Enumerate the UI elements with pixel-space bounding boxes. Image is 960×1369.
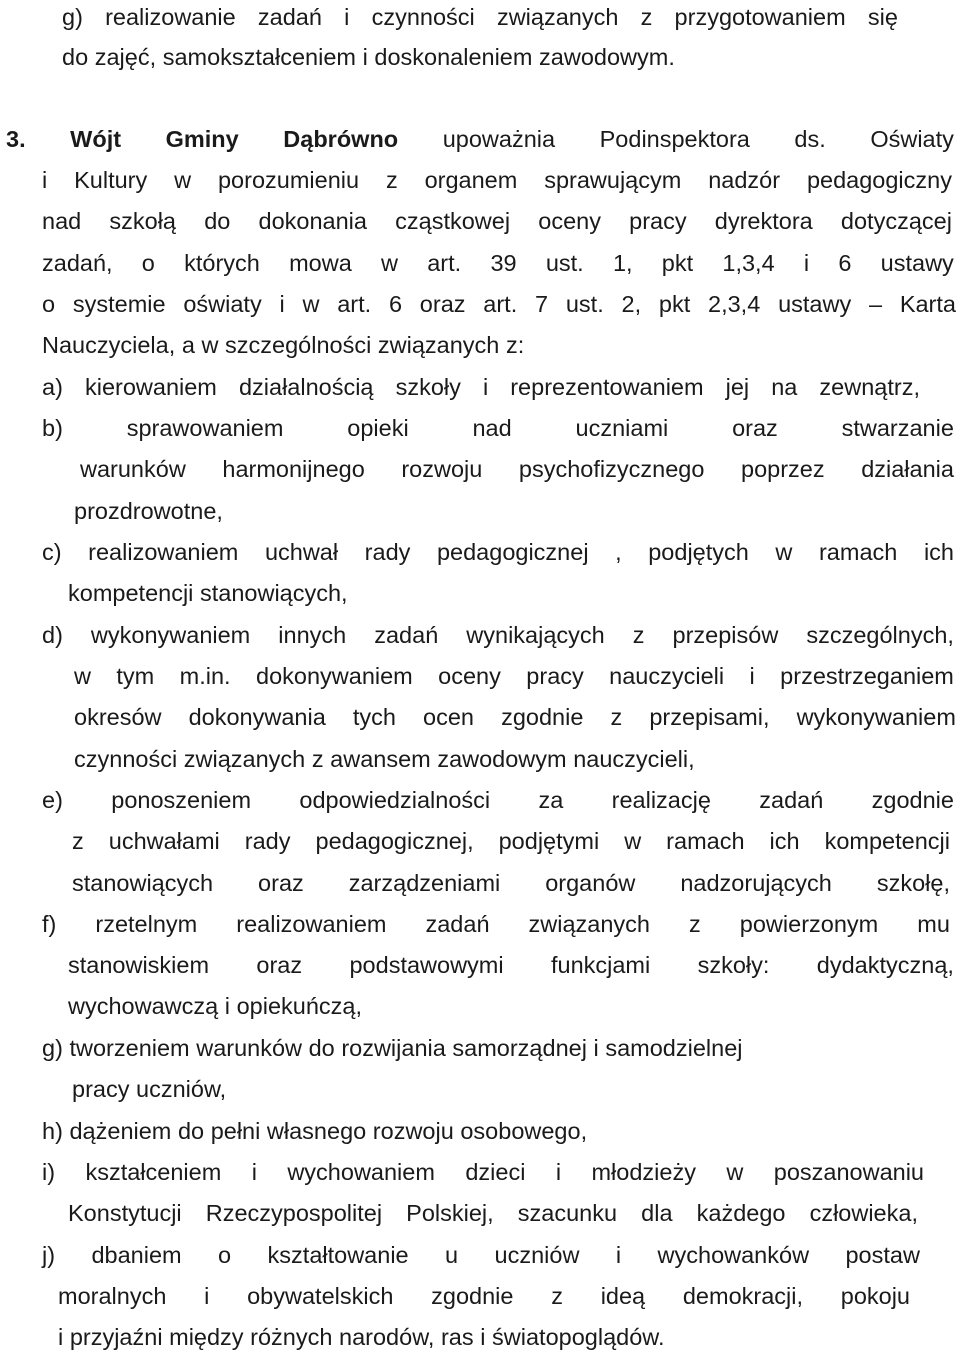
word: osobowego, — [460, 1118, 588, 1144]
word: i — [42, 167, 48, 193]
word: nad — [472, 415, 512, 441]
word: jej — [725, 374, 750, 400]
word: na — [771, 374, 798, 400]
word: przygotowaniem — [674, 4, 846, 30]
word: i — [362, 44, 368, 70]
text-line — [0, 576, 960, 610]
word: obywatelskich — [247, 1283, 394, 1309]
word: organem — [424, 167, 518, 193]
word: zawodowym. — [539, 44, 675, 70]
text-line — [0, 866, 960, 900]
word: i — [58, 1324, 64, 1350]
word: z: — [505, 332, 525, 358]
word: rzetelnym — [95, 911, 198, 937]
word: i — [482, 374, 489, 400]
word: działania — [861, 456, 954, 482]
word: tych — [352, 704, 396, 730]
word: ich — [769, 828, 800, 854]
word: 6 — [838, 250, 852, 276]
word: o — [218, 1242, 232, 1268]
word: w — [381, 250, 398, 276]
word: z — [311, 746, 324, 772]
text-line — [0, 122, 960, 156]
word: szkoły: — [697, 952, 770, 978]
word: poprzez — [741, 456, 825, 482]
word: przepisów — [672, 622, 779, 648]
word: systemie — [72, 291, 166, 317]
word: d) — [42, 622, 63, 648]
word: pracy — [526, 663, 584, 689]
text-line — [0, 1279, 960, 1313]
word: ust. — [545, 250, 584, 276]
word: dzieci — [465, 1159, 526, 1185]
word: awansem — [330, 746, 431, 772]
word: okresów — [74, 704, 162, 730]
word: ramach — [666, 828, 745, 854]
word: stanowiących — [72, 870, 214, 896]
word: oświaty — [183, 291, 262, 317]
text-line — [0, 163, 960, 197]
word: ramach — [818, 539, 898, 565]
word: każdego — [696, 1200, 786, 1226]
word: związanych — [377, 332, 500, 358]
word: moralnych — [58, 1283, 167, 1309]
word: dyrektora — [714, 208, 813, 234]
word: młodzieży — [591, 1159, 696, 1185]
word: upoważnia — [442, 126, 556, 152]
text-line — [0, 1320, 960, 1354]
word: uczniów, — [136, 1076, 227, 1102]
word: przepisami, — [649, 704, 770, 730]
word: zadań — [425, 911, 490, 937]
word: zgodnie — [501, 704, 584, 730]
text-line — [0, 452, 960, 486]
word: 39 — [490, 250, 517, 276]
word: Nauczyciela, — [42, 332, 176, 358]
word: warunków — [196, 1035, 303, 1061]
word: kształceniem — [85, 1159, 222, 1185]
word: nadzór — [708, 167, 781, 193]
word: się — [867, 4, 898, 30]
word: tym — [116, 663, 155, 689]
text-line — [0, 328, 960, 362]
word: cząstkowej — [395, 208, 511, 234]
word: prozdrowotne, — [74, 498, 223, 524]
word: działalnością — [238, 374, 374, 400]
word: uchwałami — [108, 828, 220, 854]
word: podjętych — [648, 539, 749, 565]
word: i — [224, 993, 231, 1019]
word: narodów, — [339, 1324, 435, 1350]
word: czynności — [371, 4, 475, 30]
text-line — [0, 742, 960, 776]
text-line — [0, 246, 960, 280]
word: powierzonym — [739, 911, 879, 937]
text-line — [0, 1155, 960, 1189]
word: samodzielnej — [605, 1035, 743, 1061]
word: przyjaźni — [69, 1324, 163, 1350]
word: Dąbrówno — [283, 126, 399, 152]
word: porozumieniu — [217, 167, 360, 193]
text-line — [0, 824, 960, 858]
word: samorządnej — [452, 1035, 587, 1061]
word: a — [181, 332, 195, 358]
word: rozwoju — [372, 1118, 454, 1144]
word: z — [640, 4, 653, 30]
word: zadań — [759, 787, 824, 813]
text-line — [0, 204, 960, 238]
word: kształtowanie — [267, 1242, 409, 1268]
word: g) — [62, 4, 83, 30]
word: Gminy — [165, 126, 239, 152]
word: których — [184, 250, 260, 276]
word: samokształceniem — [162, 44, 356, 70]
word: o — [42, 291, 56, 317]
word: zgodnie — [431, 1283, 514, 1309]
word: światopoglądów. — [492, 1324, 665, 1350]
word: odpowiedzialności — [299, 787, 491, 813]
text-line — [0, 907, 960, 941]
word: uchwał — [264, 539, 339, 565]
text-line — [0, 783, 960, 817]
word: ust. — [565, 291, 604, 317]
word: stanowiskiem — [68, 952, 210, 978]
word: 2, — [621, 291, 642, 317]
word: rady — [364, 539, 411, 565]
word: w — [74, 663, 91, 689]
word: realizowanie — [105, 4, 236, 30]
word: i — [749, 663, 755, 689]
word: i — [204, 1283, 210, 1309]
word: pełni — [210, 1118, 261, 1144]
word: nadzorujących — [680, 870, 832, 896]
word: opieki — [347, 415, 409, 441]
word: pracy — [72, 1076, 130, 1102]
word: do — [177, 1118, 205, 1144]
word: i — [279, 291, 285, 317]
word: oraz — [419, 291, 466, 317]
word: 3. — [6, 126, 26, 152]
word: zawodowym — [437, 746, 567, 772]
word: e) — [42, 787, 63, 813]
word: różnych — [250, 1324, 333, 1350]
word: mowa — [289, 250, 352, 276]
word: w — [302, 291, 320, 317]
word: dokonywaniem — [256, 663, 413, 689]
word: wychowaniem — [287, 1159, 435, 1185]
word: pedagogicznej, — [315, 828, 474, 854]
word: i) — [42, 1159, 56, 1185]
word: tworzeniem — [69, 1035, 190, 1061]
word: i — [555, 1159, 562, 1185]
word: uczniów — [494, 1242, 580, 1268]
word: poszanowaniu — [773, 1159, 924, 1185]
word: c) — [42, 539, 62, 565]
word: zadań, — [42, 250, 113, 276]
word: sprawowaniem — [126, 415, 284, 441]
word: organów — [545, 870, 636, 896]
word: z — [385, 167, 398, 193]
text-line — [0, 989, 960, 1023]
word: podstawowymi — [349, 952, 504, 978]
word: zajęć, — [94, 44, 157, 70]
word: z — [632, 622, 645, 648]
word: ponoszeniem — [111, 787, 252, 813]
word: j) — [42, 1242, 56, 1268]
word: związanych — [528, 911, 651, 937]
word: w — [775, 539, 793, 565]
word: Wójt — [70, 126, 122, 152]
word: opiekuńczą, — [236, 993, 363, 1019]
word: do — [62, 44, 89, 70]
word: pedagogicznej — [436, 539, 589, 565]
word: do — [204, 208, 231, 234]
word: pkt — [658, 291, 691, 317]
word: oraz — [256, 952, 303, 978]
word: ustawy — [880, 250, 954, 276]
word: z — [551, 1283, 563, 1309]
text-line — [0, 40, 960, 74]
text-line — [0, 411, 960, 445]
word: i — [593, 1035, 599, 1061]
word: w — [624, 828, 642, 854]
word: mu — [917, 911, 950, 937]
text-line — [0, 0, 960, 34]
word: przestrzeganiem — [780, 663, 954, 689]
word: i — [480, 1324, 486, 1350]
word: pokoju — [840, 1283, 910, 1309]
word: dążeniem — [69, 1118, 172, 1144]
text-line — [0, 948, 960, 982]
word: u — [445, 1242, 459, 1268]
word: b) — [42, 415, 63, 441]
word: szkołę, — [876, 870, 950, 896]
text-line — [0, 1031, 960, 1065]
word: psychofizycznego — [518, 456, 705, 482]
text-line — [0, 618, 960, 652]
word: ideą — [600, 1283, 646, 1309]
word: ich — [923, 539, 954, 565]
word: g) — [42, 1035, 63, 1061]
text-line — [0, 535, 960, 569]
word: podjętymi — [498, 828, 600, 854]
word: – — [868, 291, 883, 317]
word: ds. — [794, 126, 826, 152]
word: w — [174, 167, 192, 193]
word: oraz — [732, 415, 778, 441]
word: f) — [42, 911, 57, 937]
word: szczególnych, — [806, 622, 954, 648]
word: demokracji, — [682, 1283, 804, 1309]
word: rozwijania — [341, 1035, 446, 1061]
word: kompetencji — [68, 580, 194, 606]
word: art. — [427, 250, 462, 276]
word: dokonania — [258, 208, 367, 234]
word: nauczycieli — [609, 663, 725, 689]
word: między — [169, 1324, 244, 1350]
word: , — [615, 539, 622, 565]
word: oceny — [438, 663, 501, 689]
word: Karta — [899, 291, 956, 317]
word: wychowanków — [657, 1242, 810, 1268]
word: dla — [641, 1200, 673, 1226]
word: m.in. — [179, 663, 231, 689]
word: zgodnie — [871, 787, 954, 813]
word: wynikających — [466, 622, 605, 648]
word: reprezentowaniem — [510, 374, 704, 400]
word: nauczycieli, — [573, 746, 695, 772]
text-line — [0, 1238, 960, 1272]
word: doskonaleniem — [374, 44, 533, 70]
word: funkcjami — [550, 952, 651, 978]
text-line — [0, 287, 960, 321]
word: dbaniem — [91, 1242, 182, 1268]
word: w — [726, 1159, 744, 1185]
word: warunków — [80, 456, 186, 482]
word: Oświaty — [870, 126, 954, 152]
text-line — [0, 1072, 960, 1106]
word: ras — [440, 1324, 474, 1350]
word: własnego — [266, 1118, 367, 1144]
word: szczególności — [225, 332, 372, 358]
word: 2,3,4 — [708, 291, 761, 317]
word: 1,3,4 — [722, 250, 775, 276]
word: rozwoju — [401, 456, 483, 482]
text-line — [0, 659, 960, 693]
word: i — [803, 250, 810, 276]
word: ocen — [423, 704, 475, 730]
word: do — [308, 1035, 335, 1061]
word: dydaktyczną, — [816, 952, 954, 978]
word: h) — [42, 1118, 63, 1144]
word: art. — [483, 291, 518, 317]
word: kompetencji — [824, 828, 950, 854]
word: Podinspektora — [599, 126, 750, 152]
word: szkołą — [109, 208, 177, 234]
word: związanych — [496, 4, 619, 30]
word: oraz — [258, 870, 304, 896]
word: Rzeczypospolitej — [205, 1200, 383, 1226]
word: postaw — [845, 1242, 920, 1268]
text-line — [0, 370, 960, 404]
word: kierowaniem — [84, 374, 217, 400]
word: pkt — [661, 250, 694, 276]
word: związanych — [183, 746, 306, 772]
word: wykonywaniem — [796, 704, 956, 730]
word: szacunku — [517, 1200, 618, 1226]
word: Polskiej, — [406, 1200, 494, 1226]
word: wychowawczą — [68, 993, 219, 1019]
word: Konstytucji — [68, 1200, 182, 1226]
word: innych — [278, 622, 347, 648]
word: stwarzanie — [841, 415, 954, 441]
word: ustawy — [778, 291, 852, 317]
word: rady — [244, 828, 291, 854]
word: z — [72, 828, 84, 854]
word: czynności — [74, 746, 178, 772]
word: pedagogiczny — [806, 167, 952, 193]
word: i — [344, 4, 350, 30]
word: nad — [42, 208, 82, 234]
text-line — [0, 494, 960, 528]
word: realizację — [611, 787, 711, 813]
word: człowieka, — [809, 1200, 918, 1226]
word: zewnątrz, — [819, 374, 920, 400]
word: 6 — [388, 291, 403, 317]
word: za — [538, 787, 564, 813]
text-line — [0, 700, 960, 734]
word: Kultury — [74, 167, 148, 193]
word: zarządzeniami — [348, 870, 501, 896]
word: 7 — [535, 291, 549, 317]
word: o — [141, 250, 155, 276]
word: wykonywaniem — [90, 622, 251, 648]
word: harmonijnego — [222, 456, 365, 482]
word: 1, — [612, 250, 633, 276]
word: i — [615, 1242, 622, 1268]
word: w — [201, 332, 219, 358]
word: realizowaniem — [88, 539, 239, 565]
word: uczniami — [575, 415, 669, 441]
text-line — [0, 1196, 960, 1230]
word: realizowaniem — [236, 911, 387, 937]
word: i — [251, 1159, 257, 1185]
word: dotyczącej — [840, 208, 952, 234]
word: a) — [42, 374, 63, 400]
word: zadań — [374, 622, 439, 648]
word: sprawującym — [544, 167, 682, 193]
word: z — [689, 911, 701, 937]
word: dokonywania — [188, 704, 326, 730]
word: zadań — [257, 4, 322, 30]
word: szkoły — [395, 374, 461, 400]
word: oceny — [538, 208, 601, 234]
word: z — [610, 704, 623, 730]
word: art. — [337, 291, 372, 317]
text-line — [0, 1114, 960, 1148]
word: pracy — [629, 208, 687, 234]
word: stanowiących, — [199, 580, 348, 606]
